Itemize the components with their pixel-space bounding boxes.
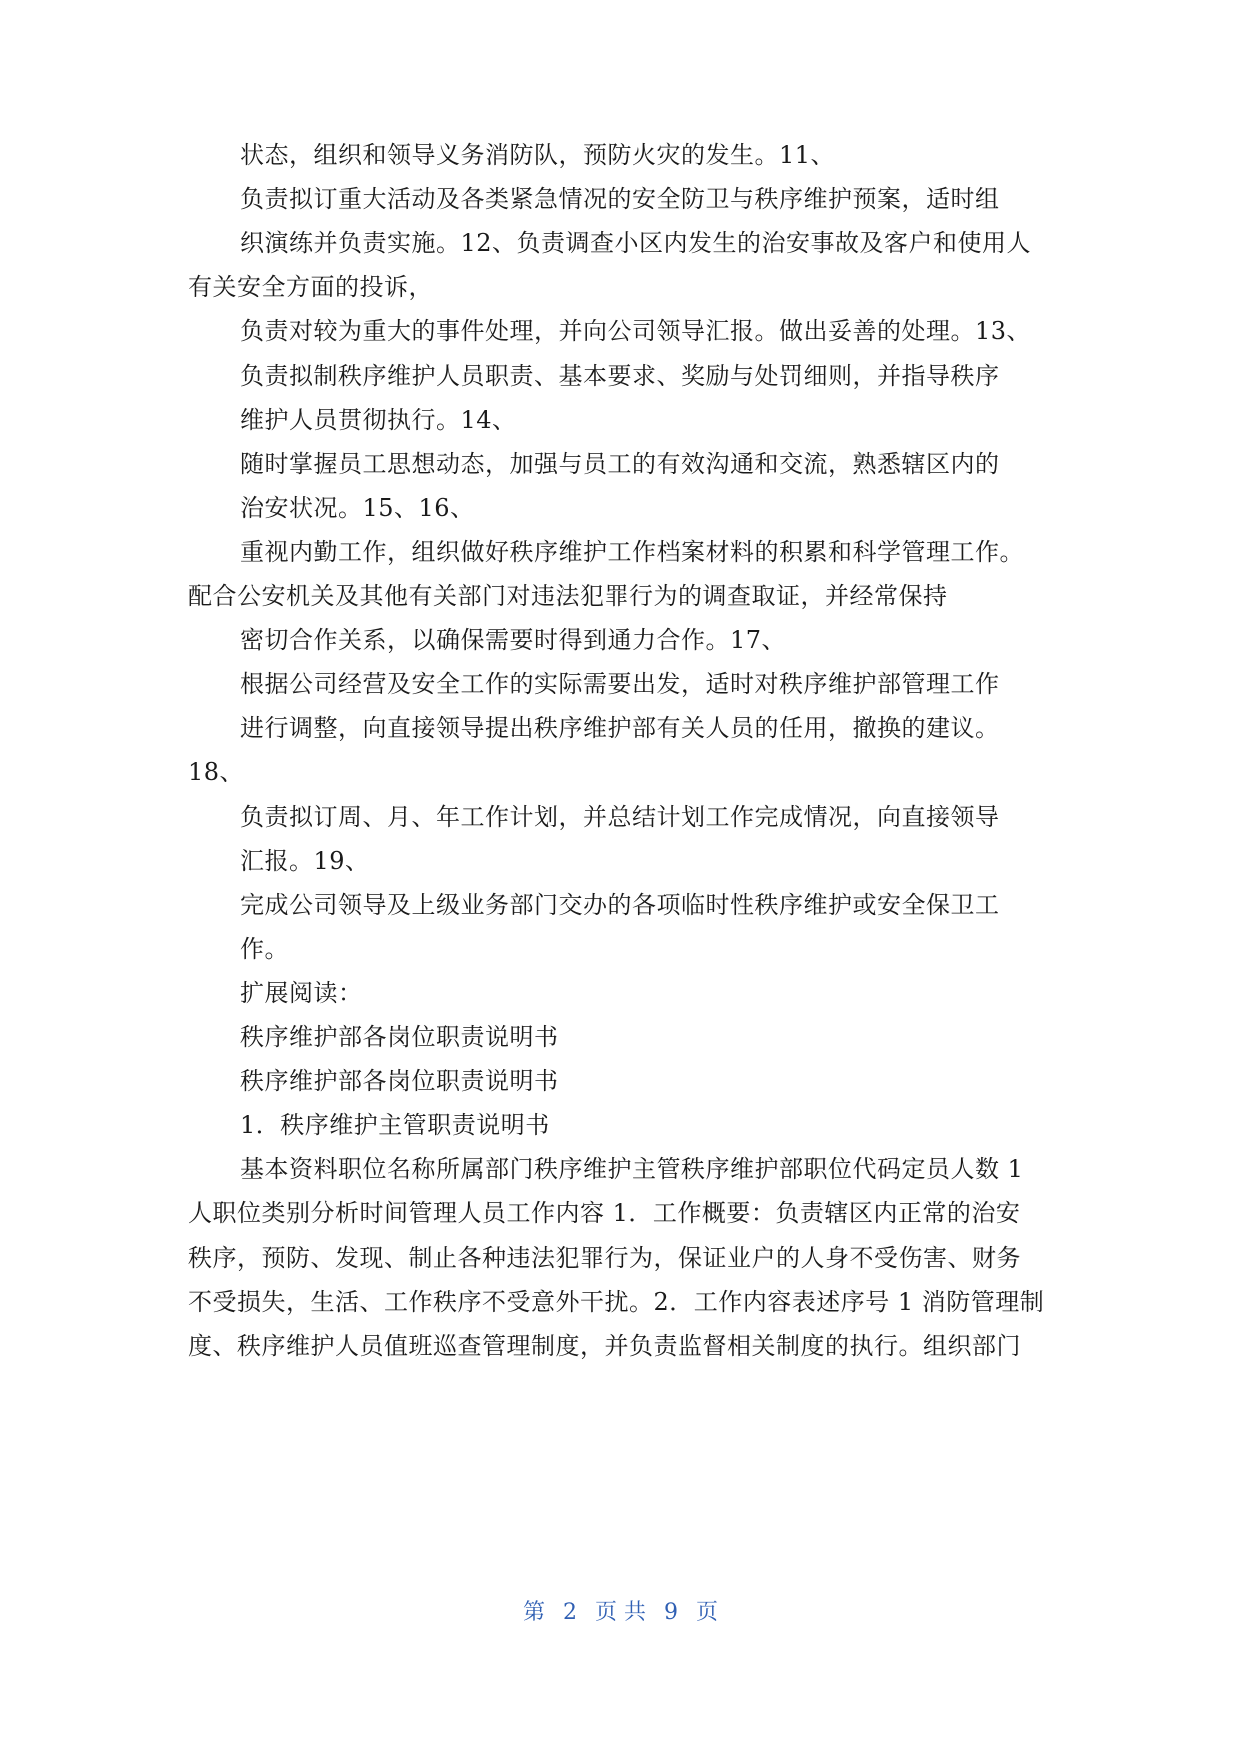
text-line: 负责拟制秩序维护人员职责、基本要求、奖励与处罚细则，并指导秩序: [240, 362, 1000, 390]
text-line: 进行调整，向直接领导提出秩序维护部有关人员的任用，撤换的建议。: [240, 714, 1000, 742]
footer-total-pages: 9: [664, 1600, 678, 1625]
text-line: 扩展阅读：: [240, 979, 363, 1007]
text-line: 负责对较为重大的事件处理，并向公司领导汇报。做出妥善的处理。13、: [240, 317, 1032, 345]
text-line: 随时掌握员工思想动态，加强与员工的有效沟通和交流，熟悉辖区内的: [240, 450, 1000, 478]
text-line: 秩序维护部各岗位职责说明书: [240, 1023, 559, 1051]
text-line: 负责拟订周、月、年工作计划，并总结计划工作完成情况，向直接领导: [240, 803, 1000, 831]
text-line: 18、: [188, 758, 245, 786]
text-line: 负责拟订重大活动及各类紧急情况的安全防卫与秩序维护预案，适时组: [240, 185, 1000, 213]
text-line: 治安状况。15、16、: [240, 494, 475, 522]
text-line: 有关安全方面的投诉，: [188, 273, 433, 301]
text-line: 度、秩序维护人员值班巡查管理制度，并负责监督相关制度的执行。组织部门: [188, 1332, 1021, 1360]
footer-middle: 页 共: [595, 1600, 646, 1625]
text-line: 状态，组织和领导义务消防队，预防火灾的发生。11、: [240, 141, 836, 169]
page-footer: [0, 1599, 1241, 1627]
text-line: 织演练并负责实施。12、负责调查小区内发生的治安事故及客户和使用人: [240, 229, 1032, 257]
text-line: 根据公司经营及安全工作的实际需要出发，适时对秩序维护部管理工作: [240, 670, 1000, 698]
footer-suffix: 页: [696, 1600, 719, 1625]
text-line: 完成公司领导及上级业务部门交办的各项临时性秩序维护或安全保卫工: [240, 891, 1000, 919]
text-line: 基本资料职位名称所属部门秩序维护主管秩序维护部职位代码定员人数 1: [240, 1155, 1024, 1183]
text-line: 配合公安机关及其他有关部门对违法犯罪行为的调查取证，并经常保持: [188, 582, 948, 610]
text-line: 汇报。19、: [240, 847, 370, 875]
footer-prefix: 第: [522, 1600, 545, 1625]
text-line: 1．秩序维护主管职责说明书: [240, 1111, 550, 1139]
text-line: 不受损失，生活、工作秩序不受意外干扰。2．工作内容表述序号 1 消防管理制: [188, 1288, 1045, 1316]
text-line: 作。: [240, 935, 289, 963]
text-line: 维护人员贯彻执行。14、: [240, 406, 517, 434]
text-line: 秩序，预防、发现、制止各种违法犯罪行为，保证业户的人身不受伤害、财务: [188, 1244, 1021, 1272]
text-line: 重视内勤工作，组织做好秩序维护工作档案材料的积累和科学管理工作。: [240, 538, 1024, 566]
footer-page-number: 2: [563, 1600, 577, 1625]
text-line: 秩序维护部各岗位职责说明书: [240, 1067, 559, 1095]
text-line: 密切合作关系，以确保需要时得到通力合作。17、: [240, 626, 787, 654]
text-line: 人职位类别分析时间管理人员工作内容 1．工作概要：负责辖区内正常的治安: [188, 1199, 1021, 1227]
